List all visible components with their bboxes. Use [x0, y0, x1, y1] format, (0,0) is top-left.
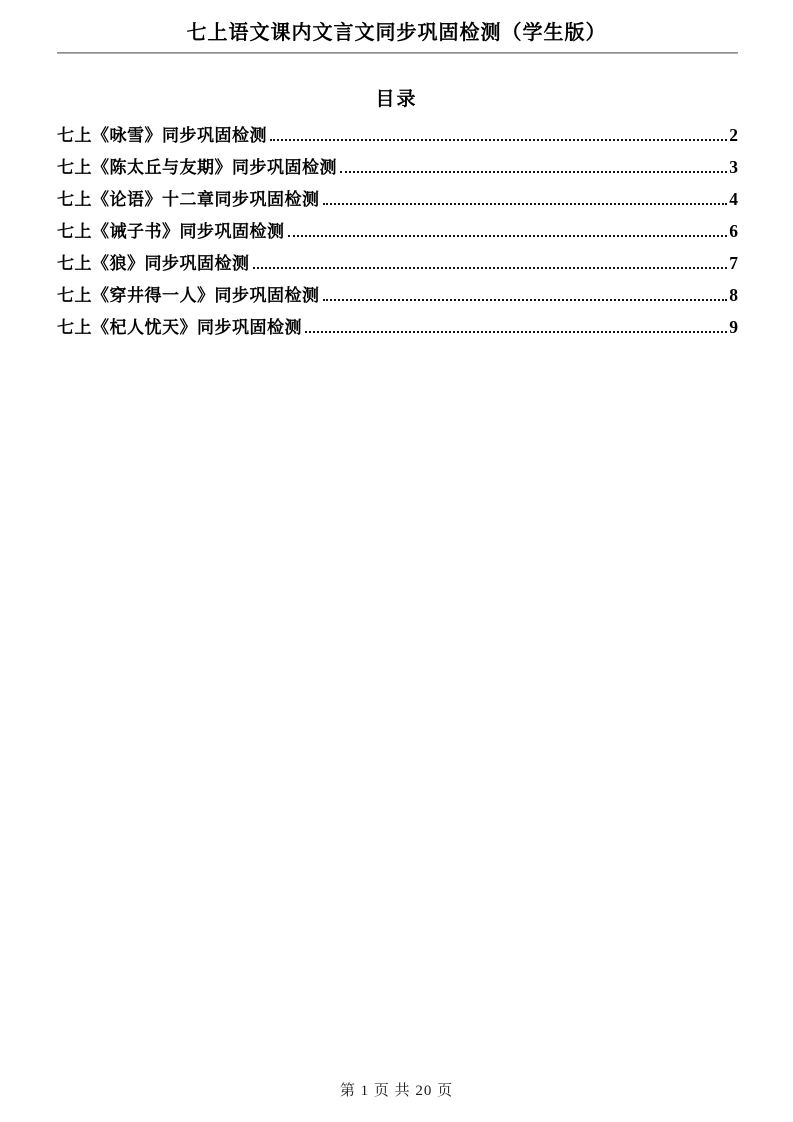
toc-entry-page-number: 4 [729, 189, 738, 209]
toc-entry-label: 七上《狼》同步巩固检测 [57, 254, 250, 273]
toc-dotted-leader [340, 169, 727, 173]
toc-dotted-leader [288, 233, 728, 237]
toc-dotted-leader [323, 201, 728, 205]
toc-entry-label: 七上《穿井得一人》同步巩固检测 [57, 286, 320, 305]
toc-entry-label: 七上《杞人忧天》同步巩固检测 [57, 318, 302, 337]
toc-entry[interactable] [57, 248, 738, 280]
toc-entry[interactable] [57, 120, 738, 152]
toc-title: 目录 [375, 89, 418, 110]
toc-entry-page-number: 8 [729, 285, 738, 305]
header-divider [57, 52, 738, 54]
toc-entry[interactable] [57, 184, 738, 216]
toc-entry[interactable] [57, 312, 738, 344]
page-number-label: 第 1 页 共 20 页 [339, 1083, 454, 1099]
toc-entry-page-number: 3 [729, 157, 738, 177]
page-footer [0, 1079, 793, 1100]
toc-entry-label: 七上《咏雪》同步巩固检测 [57, 126, 267, 145]
page-header [0, 0, 793, 54]
toc-entry-label: 七上《诫子书》同步巩固检测 [57, 222, 285, 241]
document-title: 七上语文课内文言文同步巩固检测（学生版） [186, 22, 607, 44]
toc-entry-label: 七上《陈太丘与友期》同步巩固检测 [57, 158, 337, 177]
toc-dotted-leader [253, 265, 728, 269]
table-of-contents [0, 88, 793, 344]
toc-entry[interactable] [57, 280, 738, 312]
toc-entry-page-number: 2 [729, 125, 738, 145]
toc-dotted-leader [270, 137, 727, 141]
toc-entry-page-number: 6 [729, 221, 738, 241]
toc-dotted-leader [305, 329, 727, 333]
toc-entry[interactable] [57, 216, 738, 248]
toc-entry[interactable] [57, 152, 738, 184]
toc-dotted-leader [323, 297, 728, 301]
toc-entry-page-number: 7 [729, 253, 738, 273]
toc-list [57, 120, 738, 344]
toc-entry-label: 七上《论语》十二章同步巩固检测 [57, 190, 320, 209]
toc-entry-page-number: 9 [729, 317, 738, 337]
